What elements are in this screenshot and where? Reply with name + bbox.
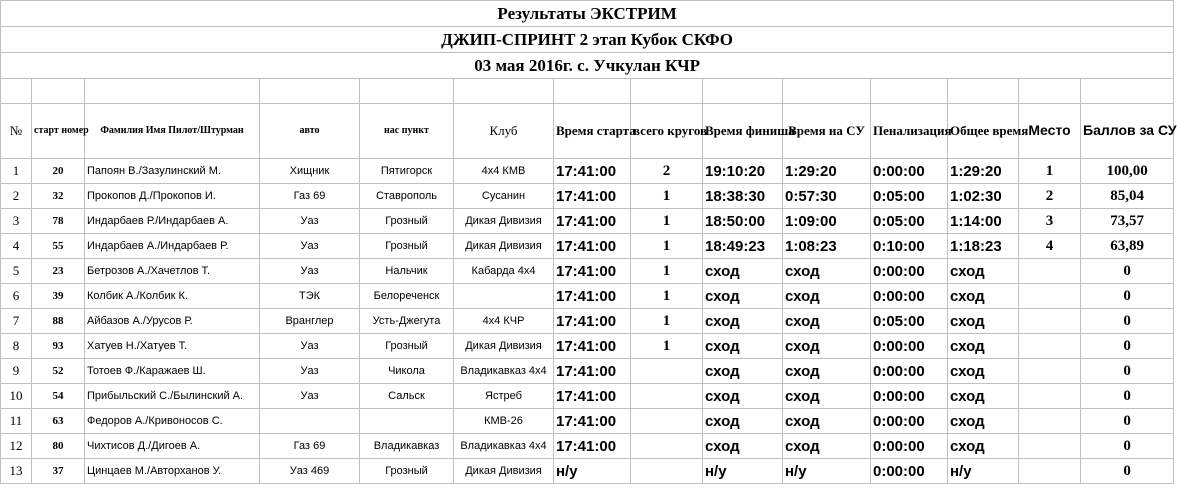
title-event: Результаты ЭКСТРИМ	[1, 1, 1174, 27]
cell-start-time: 17:41:00	[554, 384, 631, 409]
header-row	[1, 104, 1174, 159]
cell-start-number: 32	[32, 184, 85, 209]
header-place: Место	[1019, 104, 1081, 159]
cell-club	[454, 284, 554, 309]
cell-finish-time: сход	[703, 434, 783, 459]
cell-score: 85,04	[1081, 184, 1174, 209]
cell-place: 3	[1019, 209, 1081, 234]
cell-club: Кабарда 4х4	[454, 259, 554, 284]
cell-score: 73,57	[1081, 209, 1174, 234]
cell-penalty: 0:00:00	[871, 409, 948, 434]
title-competition: ДЖИП-СПРИНТ 2 этап Кубок СКФО	[1, 27, 1174, 53]
cell-finish-time: 19:10:20	[703, 159, 783, 184]
cell-place	[1019, 259, 1081, 284]
cell-su-time: 0:57:30	[783, 184, 871, 209]
cell-start-time: 17:41:00	[554, 359, 631, 384]
cell-su-time: сход	[783, 259, 871, 284]
cell-name: Чихтисов Д./Дигоев А.	[85, 434, 260, 459]
table-row	[1, 209, 1174, 234]
cell-total-time: н/у	[948, 459, 1019, 484]
table-row	[1, 234, 1174, 259]
cell-laps: 1	[631, 309, 703, 334]
cell-name: Хатуев Н./Хатуев Т.	[85, 334, 260, 359]
cell-car: Хищник	[260, 159, 360, 184]
cell-su-time: сход	[783, 434, 871, 459]
cell-penalty: 0:00:00	[871, 159, 948, 184]
cell-name: Бетрозов А./Хачетлов Т.	[85, 259, 260, 284]
header-su-time: Время на СУ	[783, 104, 871, 159]
cell-score: 0	[1081, 434, 1174, 459]
cell-num: 11	[1, 409, 32, 434]
cell-town	[360, 409, 454, 434]
cell-car: Уаз	[260, 209, 360, 234]
cell-su-time: 1:09:00	[783, 209, 871, 234]
cell-town: Белореченск	[360, 284, 454, 309]
cell-total-time: сход	[948, 309, 1019, 334]
cell-start-number: 23	[32, 259, 85, 284]
cell-name: Прибыльский С./Былинский А.	[85, 384, 260, 409]
cell-place	[1019, 384, 1081, 409]
cell-laps: 2	[631, 159, 703, 184]
results-body	[1, 159, 1174, 484]
cell-num: 13	[1, 459, 32, 484]
cell-start-number: 78	[32, 209, 85, 234]
header-penalty: Пенализация	[871, 104, 948, 159]
cell-su-time: н/у	[783, 459, 871, 484]
cell-town: Усть-Джегута	[360, 309, 454, 334]
header-num: №	[1, 104, 32, 159]
cell-penalty: 0:00:00	[871, 334, 948, 359]
cell-car: Вранглер	[260, 309, 360, 334]
cell-start-time: 17:41:00	[554, 259, 631, 284]
cell-town: Чикола	[360, 359, 454, 384]
title-date-place: 03 мая 2016г. с. Учкулан КЧР	[1, 53, 1174, 79]
cell-penalty: 0:00:00	[871, 434, 948, 459]
cell-place: 2	[1019, 184, 1081, 209]
cell-su-time: сход	[783, 334, 871, 359]
cell-name: Индарбаев А./Индарбаев Р.	[85, 234, 260, 259]
cell-finish-time: сход	[703, 334, 783, 359]
header-total-time: Общее время	[948, 104, 1019, 159]
cell-num: 2	[1, 184, 32, 209]
cell-laps	[631, 384, 703, 409]
cell-laps: 1	[631, 184, 703, 209]
cell-finish-time: 18:49:23	[703, 234, 783, 259]
cell-club: Владикавказ 4х4	[454, 359, 554, 384]
cell-laps	[631, 459, 703, 484]
cell-club: 4х4 КМВ	[454, 159, 554, 184]
cell-car: Газ 69	[260, 434, 360, 459]
table-row	[1, 359, 1174, 384]
cell-town: Грозный	[360, 209, 454, 234]
cell-su-time: 1:29:20	[783, 159, 871, 184]
cell-penalty: 0:00:00	[871, 284, 948, 309]
cell-laps	[631, 434, 703, 459]
cell-finish-time: сход	[703, 259, 783, 284]
cell-club: Дикая Дивизия	[454, 459, 554, 484]
cell-finish-time: сход	[703, 359, 783, 384]
cell-club: Ястреб	[454, 384, 554, 409]
header-club: Клуб	[454, 104, 554, 159]
cell-club: Дикая Дивизия	[454, 234, 554, 259]
cell-total-time: сход	[948, 284, 1019, 309]
cell-penalty: 0:00:00	[871, 459, 948, 484]
cell-finish-time: сход	[703, 309, 783, 334]
cell-finish-time: сход	[703, 284, 783, 309]
cell-car: Газ 69	[260, 184, 360, 209]
cell-penalty: 0:00:00	[871, 384, 948, 409]
header-laps: всего кругов	[631, 104, 703, 159]
cell-penalty: 0:05:00	[871, 309, 948, 334]
cell-score: 63,89	[1081, 234, 1174, 259]
cell-start-time: 17:41:00	[554, 284, 631, 309]
cell-start-time: 17:41:00	[554, 209, 631, 234]
cell-start-number: 54	[32, 384, 85, 409]
cell-car: Уаз	[260, 334, 360, 359]
header-start-number: старт номер	[32, 104, 85, 159]
cell-su-time: сход	[783, 384, 871, 409]
cell-club: Сусанин	[454, 184, 554, 209]
cell-start-time: 17:41:00	[554, 434, 631, 459]
cell-penalty: 0:05:00	[871, 209, 948, 234]
cell-club: КМВ-26	[454, 409, 554, 434]
cell-name: Колбик А./Колбик К.	[85, 284, 260, 309]
cell-start-time: 17:41:00	[554, 309, 631, 334]
cell-place	[1019, 434, 1081, 459]
cell-car: Уаз	[260, 384, 360, 409]
cell-laps: 1	[631, 234, 703, 259]
cell-town: Нальчик	[360, 259, 454, 284]
cell-finish-time: сход	[703, 384, 783, 409]
cell-town: Ставрополь	[360, 184, 454, 209]
cell-su-time: сход	[783, 359, 871, 384]
cell-total-time: 1:14:00	[948, 209, 1019, 234]
cell-total-time: сход	[948, 384, 1019, 409]
cell-num: 6	[1, 284, 32, 309]
cell-place	[1019, 359, 1081, 384]
cell-car: Уаз	[260, 359, 360, 384]
cell-penalty: 0:10:00	[871, 234, 948, 259]
header-name: Фамилия Имя Пилот/Штурман	[85, 104, 260, 159]
cell-car	[260, 409, 360, 434]
cell-name: Папоян В./Зазулинский М.	[85, 159, 260, 184]
cell-club: 4х4 КЧР	[454, 309, 554, 334]
cell-start-number: 52	[32, 359, 85, 384]
cell-town: Владикавказ	[360, 434, 454, 459]
cell-finish-time: н/у	[703, 459, 783, 484]
cell-num: 1	[1, 159, 32, 184]
cell-num: 12	[1, 434, 32, 459]
cell-laps	[631, 409, 703, 434]
cell-penalty: 0:05:00	[871, 184, 948, 209]
empty-row	[1, 79, 1174, 104]
cell-num: 4	[1, 234, 32, 259]
table-row	[1, 259, 1174, 284]
cell-total-time: 1:02:30	[948, 184, 1019, 209]
header-start-time: Время старта	[554, 104, 631, 159]
header-score: Баллов за СУ	[1081, 104, 1174, 159]
cell-start-time: 17:41:00	[554, 184, 631, 209]
cell-total-time: сход	[948, 334, 1019, 359]
table-row	[1, 459, 1174, 484]
cell-name: Айбазов А./Урусов Р.	[85, 309, 260, 334]
cell-name: Федоров А./Кривоносов С.	[85, 409, 260, 434]
cell-name: Тотоев Ф./Каражаев Ш.	[85, 359, 260, 384]
cell-name: Индарбаев Р./Индарбаев А.	[85, 209, 260, 234]
cell-total-time: сход	[948, 409, 1019, 434]
cell-laps: 1	[631, 209, 703, 234]
header-finish-time: Время финиша	[703, 104, 783, 159]
header-town: нас пункт	[360, 104, 454, 159]
cell-finish-time: 18:38:30	[703, 184, 783, 209]
cell-town: Пятигорск	[360, 159, 454, 184]
table-row	[1, 384, 1174, 409]
cell-score: 0	[1081, 384, 1174, 409]
cell-start-number: 39	[32, 284, 85, 309]
cell-town: Грозный	[360, 334, 454, 359]
cell-start-number: 20	[32, 159, 85, 184]
table-row	[1, 159, 1174, 184]
cell-score: 0	[1081, 259, 1174, 284]
cell-town: Сальск	[360, 384, 454, 409]
table-row	[1, 409, 1174, 434]
cell-car: Уаз	[260, 259, 360, 284]
cell-laps: 1	[631, 284, 703, 309]
cell-start-time: 17:41:00	[554, 234, 631, 259]
cell-total-time: 1:29:20	[948, 159, 1019, 184]
cell-total-time: сход	[948, 359, 1019, 384]
cell-finish-time: 18:50:00	[703, 209, 783, 234]
cell-start-time: 17:41:00	[554, 409, 631, 434]
cell-total-time: сход	[948, 434, 1019, 459]
cell-car: Уаз	[260, 234, 360, 259]
cell-town: Грозный	[360, 234, 454, 259]
cell-su-time: сход	[783, 309, 871, 334]
cell-start-number: 37	[32, 459, 85, 484]
cell-place	[1019, 334, 1081, 359]
cell-total-time: 1:18:23	[948, 234, 1019, 259]
cell-start-number: 63	[32, 409, 85, 434]
cell-num: 5	[1, 259, 32, 284]
cell-club: Дикая Дивизия	[454, 209, 554, 234]
cell-start-time: н/у	[554, 459, 631, 484]
cell-total-time: сход	[948, 259, 1019, 284]
table-row	[1, 334, 1174, 359]
cell-place	[1019, 459, 1081, 484]
cell-num: 8	[1, 334, 32, 359]
header-car: авто	[260, 104, 360, 159]
cell-start-number: 88	[32, 309, 85, 334]
cell-laps: 1	[631, 259, 703, 284]
cell-laps	[631, 359, 703, 384]
cell-score: 0	[1081, 409, 1174, 434]
cell-car: Уаз 469	[260, 459, 360, 484]
cell-su-time: сход	[783, 409, 871, 434]
cell-su-time: сход	[783, 284, 871, 309]
table-row	[1, 309, 1174, 334]
cell-num: 3	[1, 209, 32, 234]
table-row	[1, 284, 1174, 309]
cell-name: Цинцаев М./Авторханов У.	[85, 459, 260, 484]
cell-penalty: 0:00:00	[871, 359, 948, 384]
cell-start-number: 93	[32, 334, 85, 359]
cell-club: Владикавказ 4х4	[454, 434, 554, 459]
cell-score: 0	[1081, 334, 1174, 359]
cell-place	[1019, 409, 1081, 434]
cell-su-time: 1:08:23	[783, 234, 871, 259]
cell-num: 10	[1, 384, 32, 409]
cell-score: 100,00	[1081, 159, 1174, 184]
cell-laps: 1	[631, 334, 703, 359]
cell-start-time: 17:41:00	[554, 159, 631, 184]
cell-score: 0	[1081, 359, 1174, 384]
cell-penalty: 0:00:00	[871, 259, 948, 284]
cell-num: 9	[1, 359, 32, 384]
cell-name: Прокопов Д./Прокопов И.	[85, 184, 260, 209]
table-row	[1, 184, 1174, 209]
cell-num: 7	[1, 309, 32, 334]
cell-place: 4	[1019, 234, 1081, 259]
cell-score: 0	[1081, 309, 1174, 334]
cell-place: 1	[1019, 159, 1081, 184]
cell-club: Дикая Дивизия	[454, 334, 554, 359]
cell-town: Грозный	[360, 459, 454, 484]
cell-place	[1019, 284, 1081, 309]
cell-finish-time: сход	[703, 409, 783, 434]
cell-start-number: 55	[32, 234, 85, 259]
cell-start-number: 80	[32, 434, 85, 459]
table-row	[1, 434, 1174, 459]
cell-car: ТЭК	[260, 284, 360, 309]
cell-place	[1019, 309, 1081, 334]
cell-start-time: 17:41:00	[554, 334, 631, 359]
cell-score: 0	[1081, 459, 1174, 484]
cell-score: 0	[1081, 284, 1174, 309]
